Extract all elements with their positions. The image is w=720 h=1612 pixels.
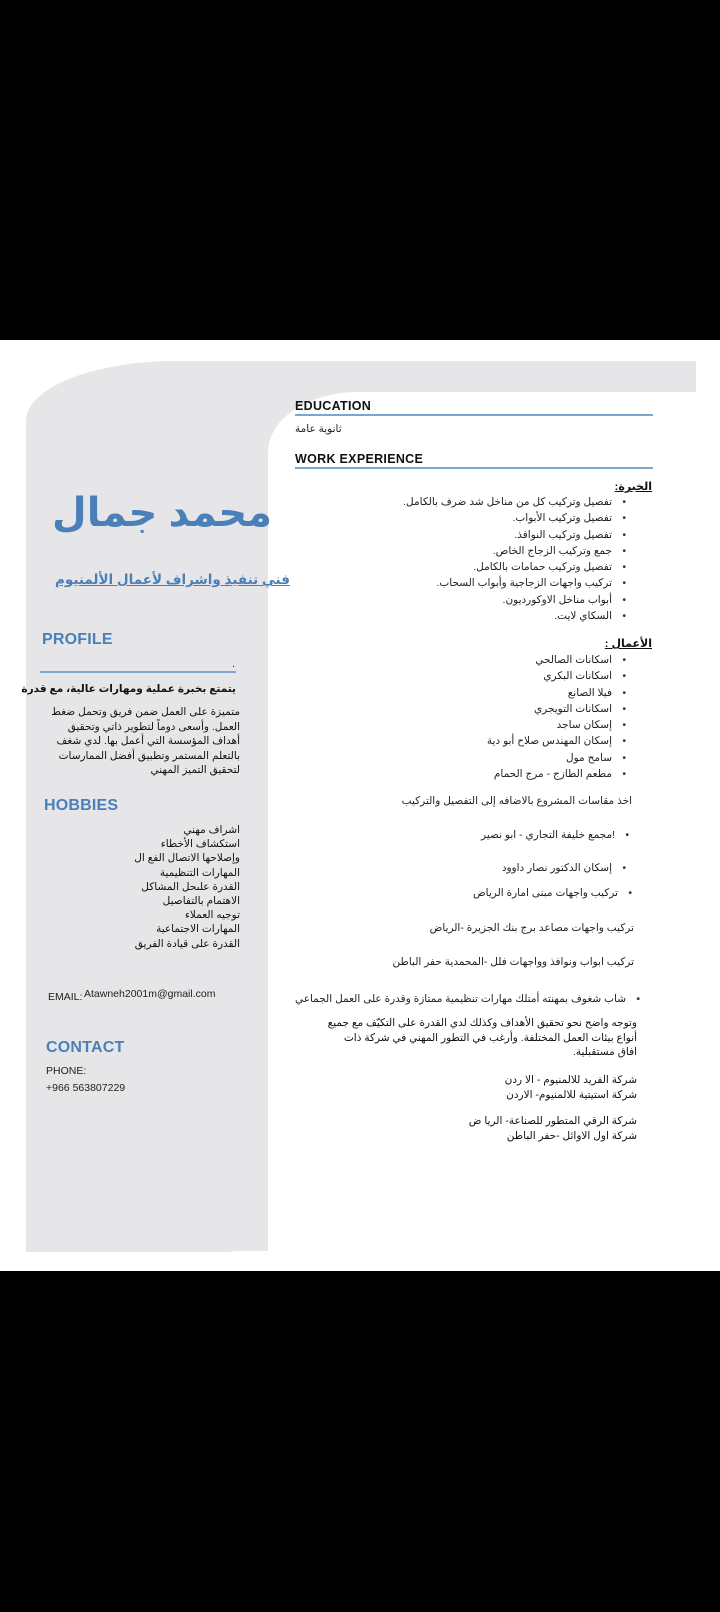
hobbies-heading: HOBBIES	[44, 797, 119, 814]
profile-intro: يتمتع بخبرة عملية ومهارات عالية، مع قدرة	[21, 683, 236, 695]
company-item: شركة اول الاوائل -حفر الباطن	[506, 1129, 637, 1142]
experience-item: • تفصيل وتركيب الأبواب.	[403, 510, 612, 526]
summary-paragraph: وتوجه واضح نحو تحقيق الأهداف وكذلك لدي القدرة على التكيّف مع جميع أنواع بيئات العمل المختلفة. وأرغب في التطور المهني في شركة ذات افاق مستقبلية.	[327, 1017, 637, 1058]
job-title: فني تنفيذ واشراف لأعمال الألمنيوم	[55, 572, 290, 587]
summary-item: • شاب شغوف بمهنته أمتلك مهارات تنظيمية ممتازة وقدرة على العمل الجماعي	[295, 991, 626, 1007]
project-sizes-note: اخذ مقاسات المشروع بالاضافه إلى التفصيل والتركيب	[401, 795, 632, 807]
phone-label: PHONE:	[46, 1065, 87, 1077]
works-item: • اسكانات الصالحي	[487, 652, 612, 668]
hobby-item: القدرة على قيادة الفريق	[134, 937, 240, 950]
project-list-c	[473, 885, 618, 901]
project-item: • !مجمع خليفة التجاري - ابو نصير	[481, 827, 615, 843]
hobby-item: المهارات التنظيمية	[159, 866, 240, 879]
hobby-item: توجيه العملاء	[184, 909, 240, 922]
company-item: شركة الرقي المتطور للصناعة- الريا ض	[468, 1115, 637, 1127]
sidebar-bottom-panel	[26, 1180, 266, 1252]
resume-page	[0, 340, 720, 1271]
project-note-villas: تركيب ابواب ونوافذ وواجهات فلل -المحمدية حفر الباطن	[392, 956, 634, 968]
company-group-a	[437, 1073, 637, 1102]
project-item: • إسكان الدكتور نصار داوود	[502, 860, 612, 876]
hobby-item: الاهتمام بالتفاصيل	[162, 895, 240, 908]
profile-divider	[40, 671, 236, 673]
experience-item: • تفصيل وتركيب النوافذ.	[403, 527, 612, 543]
works-item: • إسكان ساجد	[487, 717, 612, 733]
candidate-name: محمد جمال	[52, 491, 272, 535]
project-list-b	[502, 860, 612, 876]
hobby-item: اشراف مهني	[183, 824, 240, 836]
experience-item: • تفصيل وتركيب حمامات بالكامل.	[403, 559, 612, 575]
profile-heading: PROFILE	[42, 631, 113, 648]
email-label: EMAIL:	[48, 991, 83, 1003]
works-item: • مطعم الطازج - مرج الحمام	[487, 766, 612, 782]
hobby-item: القدرة علىحل المشاكل	[141, 880, 240, 893]
experience-item: • السكاي لايت.	[403, 608, 612, 624]
project-item: • تركيب واجهات مبنى امارة الرياض	[473, 885, 618, 901]
works-item: • إسكان المهندس صلاح أبو دية	[487, 733, 612, 749]
phone-number[interactable]: +966 563807229	[46, 1082, 126, 1094]
project-list-a	[481, 827, 615, 843]
summary-list	[295, 991, 626, 1007]
project-note-elevators: تركيب واجهات مصاعد برج بنك الجزيرة -الرياض	[429, 922, 634, 934]
company-item: شركة الفريد للالمنيوم - الا ردن	[504, 1074, 637, 1086]
email-link[interactable]: Atawneh2001m@gmail.com	[84, 988, 216, 1000]
works-item: • اسكانات التويجري	[487, 701, 612, 717]
education-value: ثانوية عامة	[295, 423, 342, 435]
hobby-item: استكشاف الأخطاء	[160, 838, 240, 851]
experience-item: • أبواب مناخل الاوكورديون.	[403, 592, 612, 608]
experience-item: • تفصيل وتركيب كل من مناخل شد ضرف بالكامل.	[403, 494, 612, 510]
works-item: • اسكانات البكري	[487, 668, 612, 684]
works-heading: الأعمال :	[604, 638, 652, 650]
education-divider	[295, 414, 653, 416]
experience-list	[403, 494, 612, 624]
experience-item: • تركيب واجهات الزجاجية وأبواب السحاب.	[403, 575, 612, 591]
education-heading: EDUCATION	[295, 399, 372, 413]
works-list	[487, 652, 612, 782]
works-item: • فيلا الصانع	[487, 685, 612, 701]
hobby-item: المهارات الاجتماعية	[156, 923, 240, 936]
profile-dot: .	[232, 658, 236, 670]
contact-heading: CONTACT	[46, 1039, 125, 1056]
experience-heading: الخبرة:	[614, 481, 652, 493]
hobby-item: وإصلاحها الاتصال الفع ال	[134, 852, 240, 865]
experience-item: • جمع وتركيب الزجاج الخاص.	[403, 543, 612, 559]
work-experience-heading: WORK EXPERIENCE	[295, 452, 424, 466]
work-experience-divider	[295, 467, 653, 469]
profile-summary: متميزة على العمل ضمن فريق وتحمل ضغط العمل. وأسعى دوماً لتطوير ذاتي وتحقيق أهداف المؤسسة التي أعمل بها. لدي شغف بالتعلم المستمر وتطبيق أفضل الممارسات لتحقيق التميز المهني	[51, 706, 240, 776]
works-item: • سامح مول	[487, 750, 612, 766]
company-group-b	[417, 1114, 637, 1143]
company-item: شركة استيتية للالمنيوم- الاردن	[506, 1088, 637, 1101]
hobbies-list	[120, 823, 240, 951]
